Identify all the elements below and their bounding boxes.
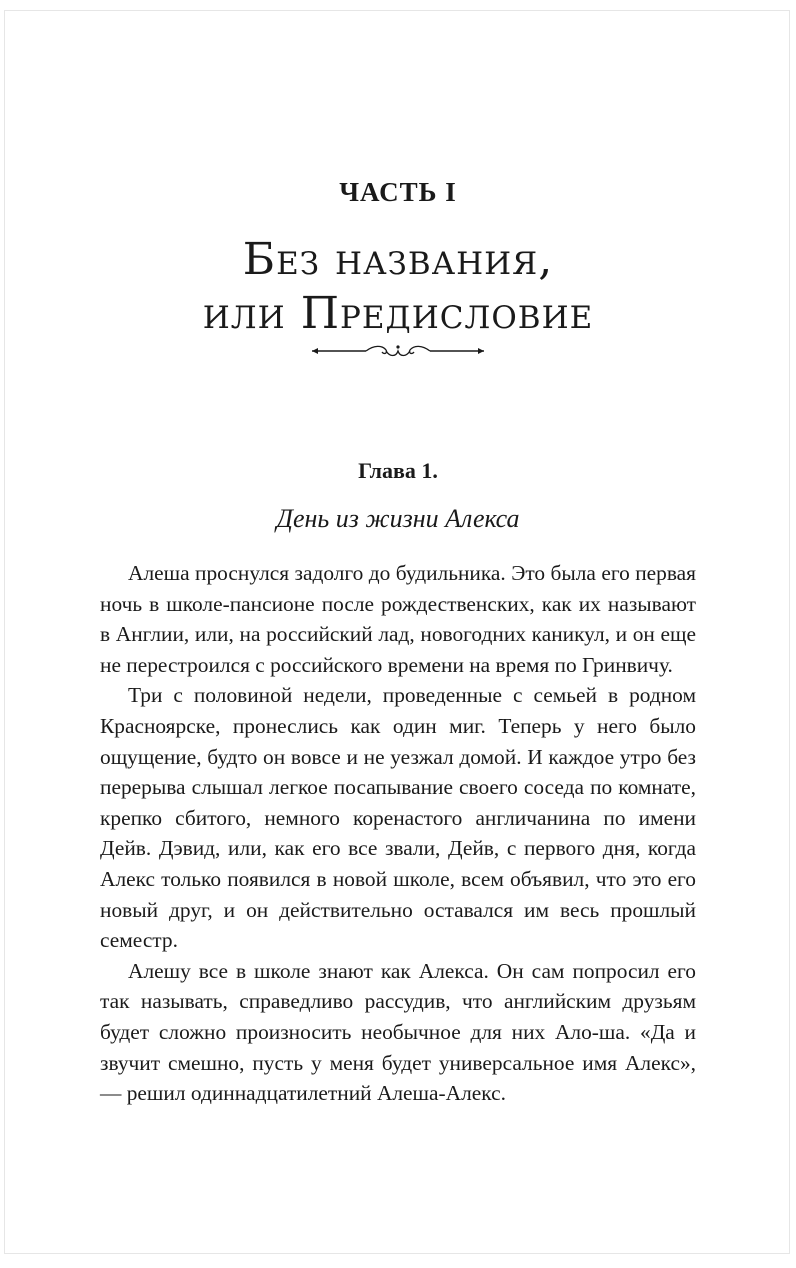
chapter-number: Глава 1. bbox=[358, 458, 438, 483]
paragraph: Три с половиной недели, проведенные с семьей в родном Красноярске, пронеслись как один миг. Теперь у него было ощущение, будто он вовсе и не уезжал домой. И каждое утро без перерыва слышал легкое посапывание своего соседа по комнате, крепко сбитого, немного коренастого англичанина по имени Дейв. Дэвид, или, как его все звали, Дейв, с первого дня, когда Алекс только появился в новой школе, всем объявил, что это его новый друг, и он действительно оставался им весь прошлый семестр. bbox=[100, 683, 696, 953]
paragraph: Алешу все в школе знают как Алекса. Он сам попросил его так называть, справедливо рассудив, что английским друзьям будет сложно произносить необычное для них Ало-ша. «Да и звучит смешно, пусть у меня будет универсальное имя Алекс», — решил одиннадцатилетний Алеша-Алекс. bbox=[100, 958, 696, 1106]
chapter-title: День из жизни Алекса bbox=[276, 504, 520, 533]
paragraph: Алеша проснулся задолго до будильника. Это была его первая ночь в школе-пансионе после рождественских, как их называют в Англии, или, на российский лад, новогодних каникул, и он еще не перестроился с российского времени на время по Гринвичу. bbox=[100, 561, 696, 677]
part-title-line-2: или Предисловие bbox=[202, 288, 594, 339]
part-label: ЧАСТЬ I bbox=[339, 177, 457, 207]
part-title-line-1: Без названия, bbox=[242, 234, 554, 285]
ornament-divider-icon bbox=[312, 342, 484, 360]
chapter-body bbox=[100, 558, 696, 1109]
